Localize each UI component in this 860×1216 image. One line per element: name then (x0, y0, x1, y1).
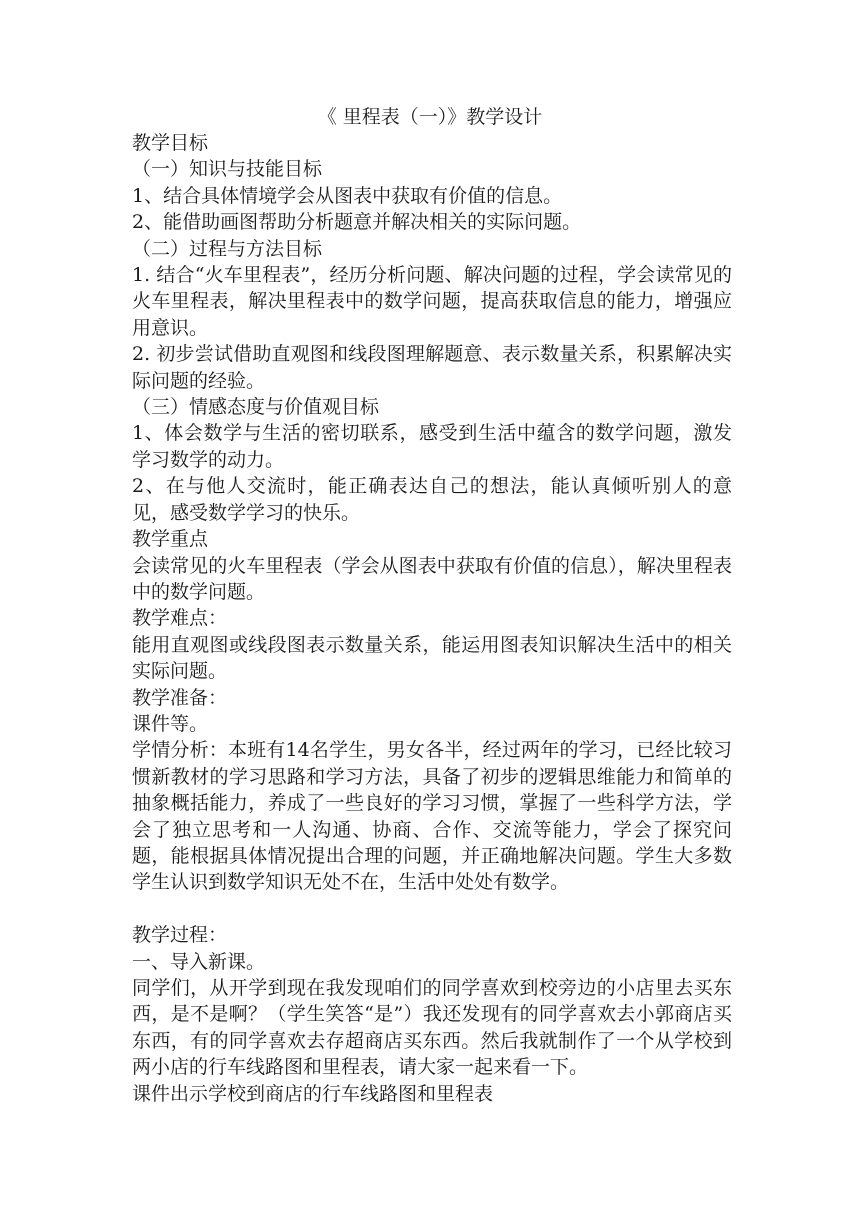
heading-difficulties: 教学难点： (132, 607, 228, 630)
goal-item: 2、在与他人交流时，能正确表达自己的想法，能认真倾听别人的意见，感受数学学习的快乐。 (132, 475, 732, 524)
heading-teaching-goals: 教学目标 (132, 132, 209, 154)
subheading-knowledge-skills: （一）知识与技能目标 (132, 158, 323, 181)
subheading-process-methods: （二）过程与方法目标 (132, 237, 323, 260)
intro-text: 同学们，从开学到现在我发现咱们的同学喜欢到校旁边的小店里去买东西，是不是啊？（学生笑答“是”）我还发现有的同学喜欢去小郭商店买东西，有的同学喜欢去存超商店买东西。然后我就制作了一个从学校到两小店的行车线路图和里程表，请大家一起来看一下。 (132, 976, 732, 1079)
goal-item: 1. 结合“火车里程表”，经历分析问题、解决问题的过程，学会读常见的火车里程表，解决里程表中的数学问题，提高获取信息的能力，增强应用意识。 (132, 264, 732, 339)
document-title: 《 里程表（一）》教学设计 (317, 106, 543, 128)
key-points-text: 会读常见的火车里程表（学会从图表中获取有价值的信息），解决里程表中的数学问题。 (132, 554, 732, 603)
preparation-text: 课件等。 (132, 712, 209, 735)
section-intro: 一、导入新课。 (132, 950, 266, 973)
subheading-attitude-values: （三）情感态度与价值观目标 (132, 396, 380, 419)
goal-item: 1、体会数学与生活的密切联系，感受到生活中蕴含的数学问题，激发学习数学的动力。 (132, 422, 732, 471)
goal-item: 1、结合具体情境学会从图表中获取有价值的信息。 (132, 184, 563, 207)
difficulties-text: 能用直观图或线段图表示数量关系，能运用图表知识解决生活中的相关实际问题。 (132, 633, 732, 683)
document-body (132, 130, 732, 1107)
student-analysis: 学情分析：本班有14名学生，男女各半，经过两年的学习，已经比较习惯新教材的学习思路和学习方法，具备了初步的逻辑思维能力和简单的抽象概括能力，养成了一些良好的学习习惯，掌握了一些科学方法，学会了独立思考和一人沟通、协商、合作、交流等能力，学会了探究问题，能根据具体情况提出合理的问题，并正确地解决问题。学生大多数学生认识到数学知识无处不在，生活中处处有数学。 (132, 739, 732, 894)
heading-teaching-process: 教学过程： (132, 924, 228, 947)
courseware-note: 课件出示学校到商店的行车线路图和里程表 (132, 1082, 494, 1105)
blank-line (132, 896, 732, 922)
heading-key-points: 教学重点 (132, 528, 209, 551)
goal-item: 2、能借助画图帮助分析题意并解决相关的实际问题。 (132, 211, 582, 234)
heading-preparation: 教学准备： (132, 686, 228, 709)
goal-item: 2. 初步尝试借助直观图和线段图理解题意、表示数量关系，积累解决实际问题的经验。 (132, 343, 732, 392)
